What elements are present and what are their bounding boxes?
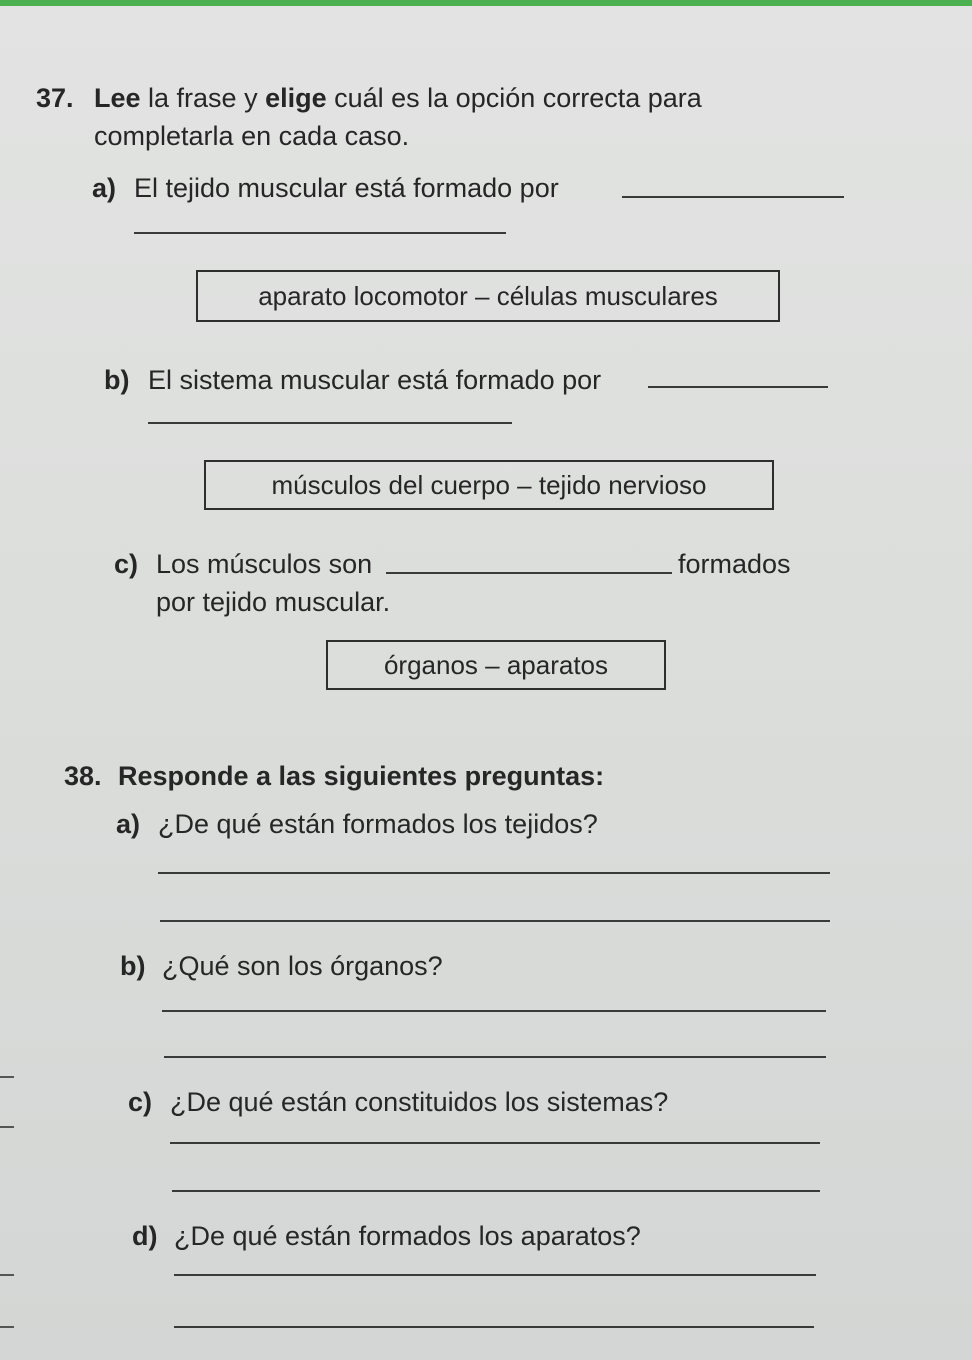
q38b-question: ¿Qué son los órganos? <box>162 951 443 981</box>
q37b-answer-line-2[interactable] <box>148 422 512 424</box>
q37b-text: El sistema muscular está formado por <box>148 365 602 395</box>
q38-instruction-text: Responde a las siguientes preguntas: <box>118 761 605 791</box>
q38a-letter: a) <box>116 809 141 839</box>
q37-instruction-end: cuál es la opción correcta para <box>326 83 702 113</box>
q37-instruction-bold-lee: Lee <box>94 83 141 113</box>
q37c-letter: c) <box>114 549 139 579</box>
q37-instruction-bold-elige: elige <box>265 83 327 113</box>
q38c-question: ¿De qué están constituidos los sistemas? <box>170 1087 669 1117</box>
q37-instruction-line1 <box>94 82 702 114</box>
q38d-question: ¿De qué están formados los aparatos? <box>174 1221 641 1251</box>
q38c-answer-line-1[interactable] <box>170 1142 820 1144</box>
q37c-options-box: órganos – aparatos <box>326 640 666 690</box>
q37a-letter: a) <box>92 173 117 203</box>
q38d-answer-line-2[interactable] <box>174 1326 814 1328</box>
q38b-letter: b) <box>120 951 146 981</box>
edge-mark <box>0 1274 14 1276</box>
edge-mark <box>0 1126 14 1128</box>
q38a-question: ¿De qué están formados los tejidos? <box>158 809 598 839</box>
q37a-answer-line-2[interactable] <box>134 232 506 234</box>
edge-mark <box>0 1076 14 1078</box>
q37c-text-line2: por tejido muscular. <box>156 587 391 617</box>
q37-instruction-part: la frase y <box>140 83 266 113</box>
q38d-answer-line-1[interactable] <box>174 1274 816 1276</box>
q37-instruction-line2: completarla en cada caso. <box>94 121 410 151</box>
q38-number: 38. <box>64 761 102 791</box>
q38b-answer-line-2[interactable] <box>164 1056 826 1058</box>
q37-number: 37. <box>36 83 74 113</box>
q37a-text: El tejido muscular está formado por <box>134 173 559 203</box>
q38a-answer-line-2[interactable] <box>160 920 830 922</box>
q38-instruction <box>118 760 604 792</box>
q37b-answer-line-1[interactable] <box>648 386 828 388</box>
q38a-answer-line-1[interactable] <box>158 872 830 874</box>
q37b-options-box: músculos del cuerpo – tejido nervioso <box>204 460 774 510</box>
edge-mark <box>0 1326 14 1328</box>
q38c-answer-line-2[interactable] <box>172 1190 820 1192</box>
q37a-options-box: aparato locomotor – células musculares <box>196 270 780 322</box>
q37c-answer-line[interactable] <box>386 572 672 574</box>
q37b-letter: b) <box>104 365 130 395</box>
q38b-answer-line-1[interactable] <box>162 1010 826 1012</box>
q37c-text-before: Los músculos son <box>156 549 373 579</box>
q37a-answer-line-1[interactable] <box>622 196 844 198</box>
q38d-letter: d) <box>132 1221 158 1251</box>
top-edge-strip <box>0 0 972 6</box>
q38c-letter: c) <box>128 1087 153 1117</box>
q37c-text-after: formados <box>678 549 791 579</box>
